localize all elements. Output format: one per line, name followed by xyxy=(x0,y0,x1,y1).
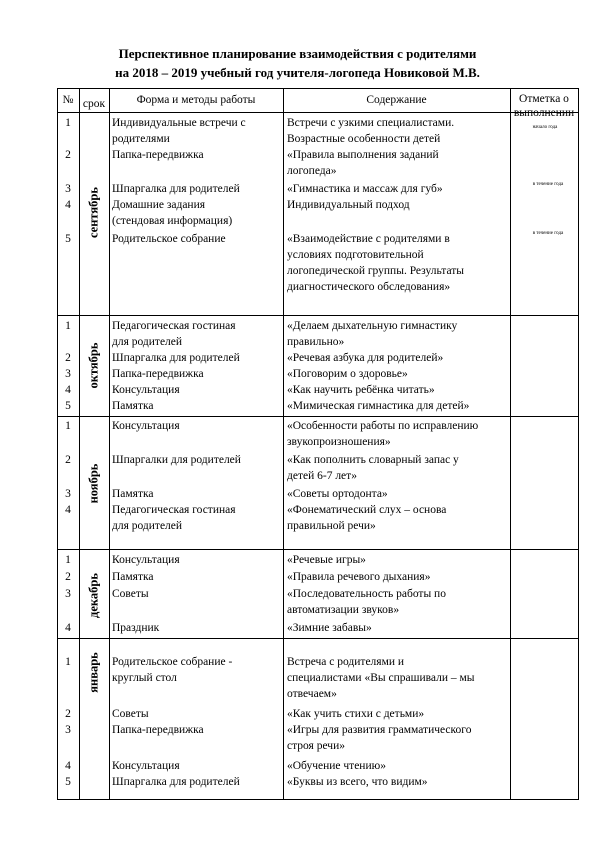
document-subtitle: на 2018 – 2019 учебный год учителя-логопеда Новиковой М.В. xyxy=(115,65,480,80)
row-number: 2 xyxy=(65,352,71,364)
row-content: звукопроизношения» xyxy=(287,436,391,448)
table-border-right xyxy=(578,88,579,800)
section-divider xyxy=(57,638,579,639)
row-number: 5 xyxy=(65,776,71,788)
completion-note: начало года xyxy=(532,125,558,130)
row-number: 4 xyxy=(65,622,71,634)
month-label: октябрь xyxy=(86,342,101,389)
row-content: «Гимнастика и массаж для губ» xyxy=(287,183,443,195)
row-form: круглый стол xyxy=(112,672,177,684)
row-content: логопедической группы. Результаты xyxy=(287,265,464,277)
row-content: «Игры для развития грамматического xyxy=(287,724,472,736)
row-form: родителями xyxy=(112,133,170,145)
header-content: Содержание xyxy=(366,94,427,106)
row-number: 5 xyxy=(65,233,71,245)
row-number: 1 xyxy=(65,117,71,129)
row-number: 3 xyxy=(65,183,71,195)
completion-note: в течение года xyxy=(532,182,564,187)
row-number: 2 xyxy=(65,454,71,466)
row-number: 4 xyxy=(65,384,71,396)
row-content: «Как научить ребёнка читать» xyxy=(287,384,435,396)
row-form: Консультация xyxy=(112,384,180,396)
column-divider xyxy=(79,88,80,800)
row-content: «Обучение чтению» xyxy=(287,760,386,772)
row-number: 4 xyxy=(65,760,71,772)
row-form: (стендовая информация) xyxy=(112,215,233,227)
row-content: «Правила речевого дыхания» xyxy=(287,571,431,583)
section-divider xyxy=(57,416,579,417)
row-content: «Буквы из всего, что видим» xyxy=(287,776,428,788)
row-content: «Речевые игры» xyxy=(287,554,366,566)
row-number: 4 xyxy=(65,504,71,516)
header-form: Форма и методы работы xyxy=(136,94,256,106)
row-content: Встречи с узкими специалистами. xyxy=(287,117,455,129)
row-form: Домашние задания xyxy=(112,199,206,211)
row-form: Консультация xyxy=(112,554,180,566)
month-label: сентябрь xyxy=(86,187,101,239)
row-number: 1 xyxy=(65,554,71,566)
row-content: правильно» xyxy=(287,336,345,348)
header-num: № xyxy=(62,94,74,106)
row-content: логопеда» xyxy=(287,165,337,177)
row-form: Памятка xyxy=(112,400,154,412)
section-divider xyxy=(57,549,579,550)
month-label: ноябрь xyxy=(86,463,101,504)
row-number: 3 xyxy=(65,724,71,736)
row-number: 3 xyxy=(65,368,71,380)
row-form: Индивидуальные встречи с xyxy=(112,117,246,129)
row-content: Встреча с родителями и xyxy=(287,656,405,668)
completion-note: в течение года xyxy=(532,231,564,236)
document-title: Перспективное планирование взаимодействия с родителями xyxy=(118,46,477,61)
row-content: правильной речи» xyxy=(287,520,376,532)
row-form: Папка-передвижка xyxy=(112,368,204,380)
column-divider xyxy=(283,88,284,800)
row-content: «Правила выполнения заданий xyxy=(287,149,439,161)
row-form: Консультация xyxy=(112,420,180,432)
row-form: Памятка xyxy=(112,488,154,500)
row-form: Педагогическая гостиная xyxy=(112,320,236,332)
column-divider xyxy=(109,88,110,800)
header-divider xyxy=(57,112,579,113)
row-content: «Как учить стихи с детьми» xyxy=(287,708,425,720)
month-label: декабрь xyxy=(86,573,101,618)
row-number: 1 xyxy=(65,656,71,668)
row-form: Советы xyxy=(112,708,149,720)
row-content: «Как пополнить словарный запас у xyxy=(287,454,459,466)
row-form: Шпаргалка для родителей xyxy=(112,352,240,364)
row-form: Родительское собрание xyxy=(112,233,226,245)
section-divider xyxy=(57,315,579,316)
row-form: Советы xyxy=(112,588,149,600)
row-form: Шпаргалки для родителей xyxy=(112,454,241,466)
row-content: детей 6-7 лет» xyxy=(287,470,357,482)
row-form: Памятка xyxy=(112,571,154,583)
row-content: диагностического обследования» xyxy=(287,281,451,293)
row-form: Педагогическая гостиная xyxy=(112,504,236,516)
row-content: «Делаем дыхательную гимнастику xyxy=(287,320,458,332)
row-form: Папка-передвижка xyxy=(112,149,204,161)
month-label: январь xyxy=(86,652,101,693)
row-number: 3 xyxy=(65,488,71,500)
row-number: 2 xyxy=(65,149,71,161)
row-number: 4 xyxy=(65,199,71,211)
row-form: Папка-передвижка xyxy=(112,724,204,736)
row-content: специалистами «Вы спрашивали – мы xyxy=(287,672,475,684)
row-number: 1 xyxy=(65,320,71,332)
row-content: «Взаимодействие с родителями в xyxy=(287,233,450,245)
row-number: 2 xyxy=(65,571,71,583)
header-note: Отметка о выполнении xyxy=(513,93,575,119)
row-form: Консультация xyxy=(112,760,180,772)
row-form: Родительское собрание - xyxy=(112,656,233,668)
row-content: Возрастные особенности детей xyxy=(287,133,441,145)
row-number: 2 xyxy=(65,708,71,720)
row-form: Шпаргалка для родителей xyxy=(112,183,240,195)
row-content: «Мимическая гимнастика для детей» xyxy=(287,400,470,412)
row-form: для родителей xyxy=(112,336,183,348)
row-content: автоматизации звуков» xyxy=(287,604,400,616)
row-number: 1 xyxy=(65,420,71,432)
row-content: «Речевая азбука для родителей» xyxy=(287,352,444,364)
row-content: строя речи» xyxy=(287,740,345,752)
table-border-top xyxy=(57,88,579,89)
row-form: для родителей xyxy=(112,520,183,532)
row-number: 5 xyxy=(65,400,71,412)
row-form: Шпаргалка для родителей xyxy=(112,776,240,788)
row-content: Индивидуальный подход xyxy=(287,199,410,211)
row-form: Праздник xyxy=(112,622,160,634)
row-number: 3 xyxy=(65,588,71,600)
table-border-bottom xyxy=(57,799,579,800)
header-term: срок xyxy=(82,98,106,110)
row-content: «Советы ортодонта» xyxy=(287,488,388,500)
row-content: отвечаем» xyxy=(287,688,337,700)
row-content: «Последовательность работы по xyxy=(287,588,446,600)
column-divider xyxy=(510,88,511,800)
row-content: «Поговорим о здоровье» xyxy=(287,368,408,380)
row-content: «Особенности работы по исправлению xyxy=(287,420,479,432)
row-content: «Фонематический слух – основа xyxy=(287,504,447,516)
row-content: условиях подготовительной xyxy=(287,249,424,261)
row-content: «Зимние забавы» xyxy=(287,622,372,634)
